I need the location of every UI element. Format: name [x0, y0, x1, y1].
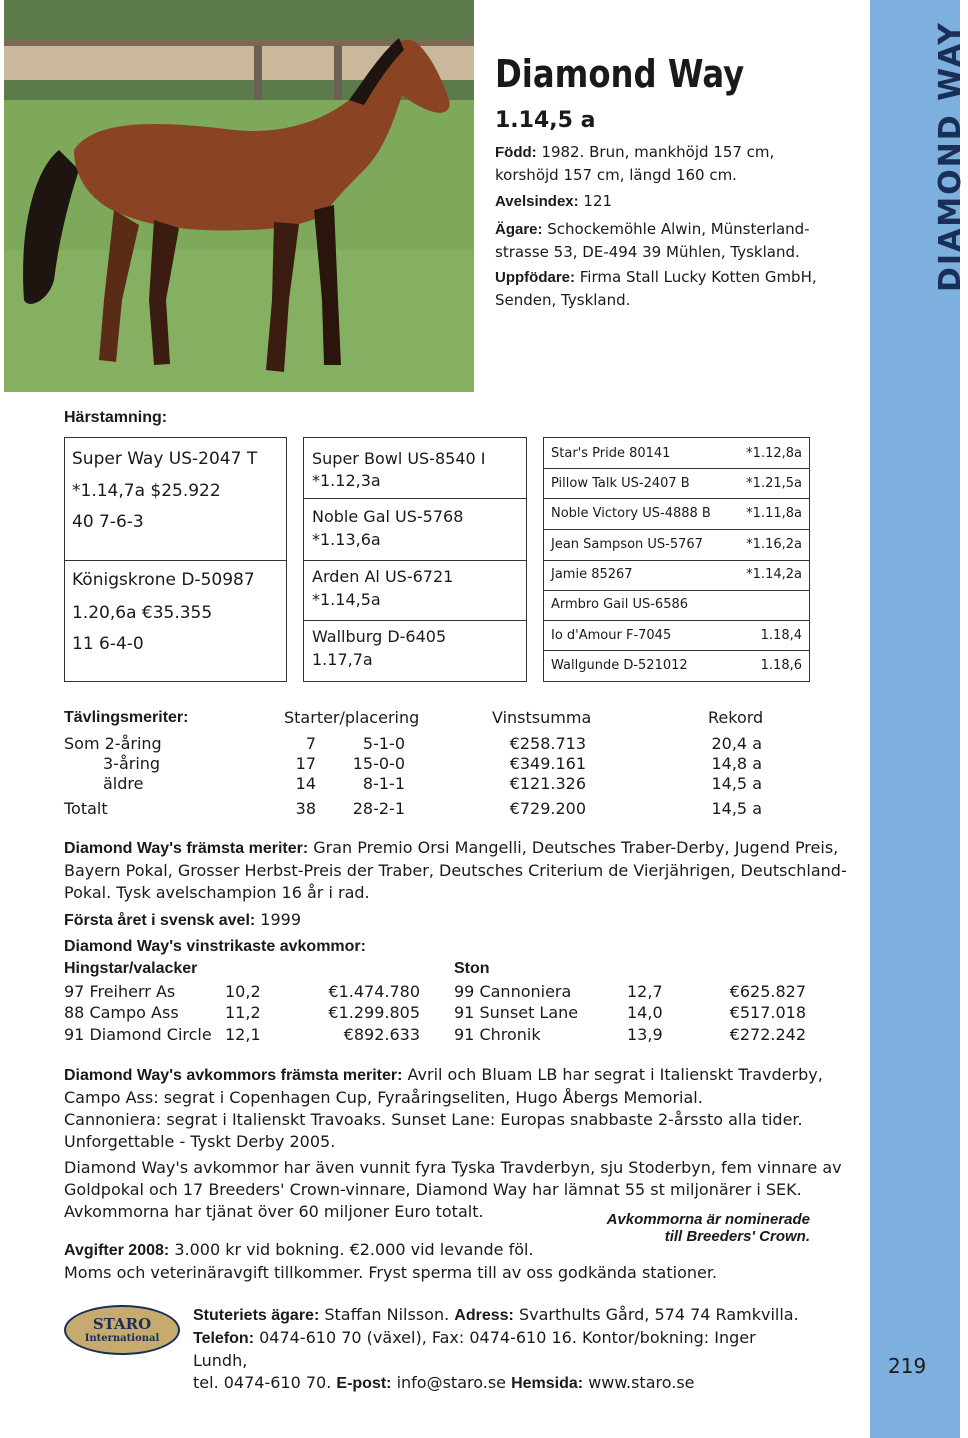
- owner-info: [495, 218, 845, 263]
- merits-row-record: 14,5 a: [711, 799, 762, 818]
- merits-row-placings: 8-1-1: [362, 774, 405, 793]
- phone-label: Telefon:: [193, 1330, 255, 1347]
- merits-row-placings: 5-1-0: [362, 734, 405, 753]
- gen3-name: Star's Pride 80141: [551, 446, 671, 461]
- gen3-name: Pillow Talk US-2407 B: [551, 476, 690, 491]
- offspring-name: 91 Sunset Lane: [454, 1003, 579, 1022]
- merits-row-label: äldre: [103, 774, 144, 793]
- gen2-record: *1.14,5a: [312, 590, 381, 609]
- merits-row-starts: 7: [305, 734, 316, 753]
- stallions-heading: Hingstar/valacker: [64, 960, 198, 977]
- offspring-prize: €272.242: [729, 1025, 806, 1044]
- gen2-record: 1.17,7a: [312, 650, 373, 669]
- offspring-merits-label: Diamond Way's avkommors främsta meriter:: [64, 1067, 403, 1084]
- first-year-value: 1999: [255, 910, 302, 929]
- merits-row-label: Totalt: [64, 799, 108, 818]
- owner-contact-label: Stuteriets ägare:: [193, 1307, 320, 1324]
- first-year: [64, 909, 301, 932]
- index-info: [495, 190, 845, 213]
- index-label: Avelsindex:: [495, 193, 579, 210]
- divider: [543, 498, 810, 499]
- fees-text-1: 3.000 kr vid bokning. €2.000 vid levande föl.: [169, 1240, 534, 1259]
- gen3-record: *1.14,2a: [746, 567, 802, 582]
- merits-col-record: Rekord: [708, 708, 764, 727]
- summary-text-3: Avkommorna har tjänat över 60 miljoner Euro totalt.: [64, 1202, 484, 1221]
- horse-image: [4, 0, 474, 392]
- divider: [543, 650, 810, 651]
- offspring-name: 99 Cannoniera: [454, 982, 572, 1001]
- gen3-name: Io d'Amour F-7045: [551, 628, 672, 643]
- fees-label: Avgifter 2008:: [64, 1242, 170, 1259]
- merits-heading: Tävlingsmeriter:: [64, 709, 189, 726]
- merits-row-placings: 15-0-0: [352, 754, 405, 773]
- gen2-record: *1.12,3a: [312, 471, 381, 490]
- horse-record: 1.14,5 a: [495, 108, 596, 133]
- nominated-line-2: till Breeders' Crown.: [664, 1228, 810, 1245]
- top-merits-text-1: Gran Premio Orsi Mangelli, Deutsches Traber-Derby, Jugend Preis,: [308, 838, 839, 857]
- email-value[interactable]: info@staro.se: [391, 1373, 512, 1392]
- mares-heading: Ston: [454, 960, 490, 977]
- merits-row-record: 14,5 a: [711, 774, 762, 793]
- top-merits-text-2: Bayern Pokal, Grosser Herbst-Preis der Traber, Deutsches Criterium de Vierjährigen, Deutschland-: [64, 861, 847, 880]
- offspring-heading: Diamond Way's vinstrikaste avkommor:: [64, 938, 366, 955]
- fees: [64, 1239, 764, 1284]
- owner-text-1: Schockemöhle Alwin, Münsterland-: [542, 220, 810, 238]
- offspring-name: 91 Chronik: [454, 1025, 541, 1044]
- merits-row-starts: 38: [295, 799, 316, 818]
- web-value[interactable]: www.staro.se: [583, 1373, 695, 1392]
- gen2-name: Noble Gal US-5768: [312, 507, 464, 526]
- born-text-1: 1982. Brun, mankhöjd 157 cm,: [536, 143, 775, 161]
- address-value: Svarthults Gård, 574 74 Ramkvilla.: [513, 1305, 799, 1324]
- offspring-time: 12,7: [627, 982, 663, 1001]
- top-merits-text-3: Pokal. Tysk avelschampion 16 år i rad.: [64, 883, 370, 902]
- offspring-merits-text-1: Avril och Bluam LB har segrat i Italienskt Travderby,: [402, 1065, 823, 1084]
- divider: [303, 560, 527, 561]
- owner-contact-value: Staffan Nilsson.: [319, 1305, 455, 1324]
- offspring-time: 14,0: [627, 1003, 663, 1022]
- page-number: 219: [888, 1354, 927, 1378]
- sire-results: 40 7-6-3: [72, 512, 144, 532]
- divider: [543, 620, 810, 621]
- offspring-name: 88 Campo Ass: [64, 1003, 179, 1022]
- gen3-record: *1.21,5a: [746, 476, 802, 491]
- summary-text-1: Diamond Way's avkommor har även vunnit fyra Tyska Travderbyn, sju Stoderbyn, fem vinnare av: [64, 1158, 842, 1177]
- offspring-merits-text-2: Campo Ass: segrat i Copenhagen Cup, Fyraåringseliten, Hugo Åbergs Memorial.: [64, 1088, 703, 1107]
- offspring-prize: €1.299.805: [328, 1003, 420, 1022]
- merits-row-starts: 14: [295, 774, 316, 793]
- divider: [303, 620, 527, 621]
- index-value: 121: [578, 192, 613, 210]
- merits-row-label: 3-åring: [103, 754, 161, 773]
- gen3-name: Wallgunde D-521012: [551, 658, 688, 673]
- merits-row-starts: 17: [295, 754, 316, 773]
- offspring-time: 11,2: [225, 1003, 261, 1022]
- merits-row-placings: 28-2-1: [352, 799, 405, 818]
- divider: [543, 468, 810, 469]
- address-label: Adress:: [454, 1307, 514, 1324]
- gen3-record: *1.12,8a: [746, 446, 802, 461]
- offspring-prize: €892.633: [343, 1025, 420, 1044]
- offspring-name: 91 Diamond Circle: [64, 1025, 212, 1044]
- merits-row-prize: €258.713: [509, 734, 586, 753]
- sidebar-title: [870, 0, 968, 300]
- owner-label: Ägare:: [495, 221, 543, 238]
- divider: [64, 560, 287, 561]
- fees-text-2: Moms och veterinäravgift tillkommer. Fryst sperma till av oss godkända stationer.: [64, 1263, 718, 1282]
- gen2-name: Wallburg D-6405: [312, 627, 447, 646]
- offspring-name: 97 Freiherr As: [64, 982, 176, 1001]
- gen3-record: *1.16,2a: [746, 537, 802, 552]
- breeder-text-2: Senden, Tyskland.: [495, 291, 631, 309]
- merits-row-record: 20,4 a: [711, 734, 762, 753]
- logo-line-1: STARO: [92, 1315, 152, 1333]
- offspring-merits-text-3: Cannoniera: segrat i Italienskt Travoaks. Sunset Lane: Europas snabbaste 2-årssto alla tider.: [64, 1110, 803, 1129]
- gen2-name: Super Bowl US-8540 I: [312, 449, 486, 468]
- top-merits: [64, 837, 854, 904]
- email-label: E-post:: [336, 1375, 392, 1392]
- merits-row-prize: €349.161: [509, 754, 586, 773]
- owner-text-2: strasse 53, DE-494 39 Mühlen, Tyskland.: [495, 243, 800, 261]
- gen2-record: *1.13,6a: [312, 530, 381, 549]
- merits-col-starts: Starter/placering: [284, 708, 420, 727]
- breeder-label: Uppfödare:: [495, 269, 575, 286]
- horse-name: Diamond Way: [495, 52, 745, 96]
- merits-row-prize: €121.326: [509, 774, 586, 793]
- gen3-name: Armbro Gail US-6586: [551, 597, 689, 612]
- offspring-time: 10,2: [225, 982, 261, 1001]
- divider: [543, 560, 810, 561]
- gen2-name: Arden Al US-6721: [312, 567, 454, 586]
- breeder-text-1: Firma Stall Lucky Kotten GmbH,: [575, 268, 817, 286]
- sidebar-title-text: DIAMOND WAY: [933, 21, 968, 292]
- offspring-prize: €625.827: [729, 982, 806, 1001]
- summary-text-2: Goldpokal och 17 Breeders' Crown-vinnare, Diamond Way har lämnat 55 st miljonärer i SEK.: [64, 1180, 802, 1199]
- pedigree-heading: Härstamning:: [64, 409, 168, 426]
- nominated-line-1: Avkommorna är nominerade: [606, 1211, 810, 1228]
- dam-results: 11 6-4-0: [72, 634, 144, 654]
- staro-logo: [64, 1305, 180, 1355]
- gen3-name: Jean Sampson US-5767: [551, 537, 703, 552]
- divider: [543, 529, 810, 530]
- offspring-prize: €1.474.780: [328, 982, 420, 1001]
- gen3-name: Noble Victory US-4888 B: [551, 506, 711, 521]
- phone-value: 0474-610 70 (växel), Fax: 0474-610 16. Kontor/bokning: Inger Lundh,: [193, 1328, 756, 1370]
- first-year-label: Första året i svensk avel:: [64, 912, 256, 929]
- offspring-time: 13,9: [627, 1025, 663, 1044]
- gen3-record: *1.11,8a: [746, 506, 802, 521]
- divider: [543, 590, 810, 591]
- merits-col-prize: Vinstsumma: [492, 708, 592, 727]
- top-merits-label: Diamond Way's främsta meriter:: [64, 840, 309, 857]
- gen3-name: Jamie 85267: [551, 567, 633, 582]
- gen3-record: 1.18,4: [760, 628, 802, 643]
- contact-line-3: tel. 0474-610 70.: [193, 1373, 337, 1392]
- offspring-merits-text-4: Unforgettable - Tyskt Derby 2005.: [64, 1132, 336, 1151]
- merits-row-label: Som 2-åring: [64, 734, 162, 753]
- dam-record: 1.20,6a €35.355: [72, 603, 213, 623]
- breeder-info: [495, 266, 845, 311]
- dam-name: Königskrone D-50987: [72, 570, 255, 590]
- born-text-2: korshöjd 157 cm, längd 160 cm.: [495, 166, 737, 184]
- merits-row-record: 14,8 a: [711, 754, 762, 773]
- horse-photo: [4, 0, 474, 392]
- gen3-record: 1.18,6: [760, 658, 802, 673]
- divider: [303, 498, 527, 499]
- merits-row-prize: €729.200: [509, 799, 586, 818]
- web-label: Hemsida:: [511, 1375, 584, 1392]
- offspring-time: 12,1: [225, 1025, 261, 1044]
- offspring-prize: €517.018: [729, 1003, 806, 1022]
- born-info: [495, 141, 845, 186]
- contact-info: [193, 1304, 813, 1395]
- sire-name: Super Way US-2047 T: [72, 449, 258, 469]
- logo-line-2: International: [84, 1333, 160, 1344]
- born-label: Född:: [495, 144, 537, 161]
- offspring-merits: [64, 1064, 854, 1153]
- sire-record: *1.14,7a $25.922: [72, 481, 221, 501]
